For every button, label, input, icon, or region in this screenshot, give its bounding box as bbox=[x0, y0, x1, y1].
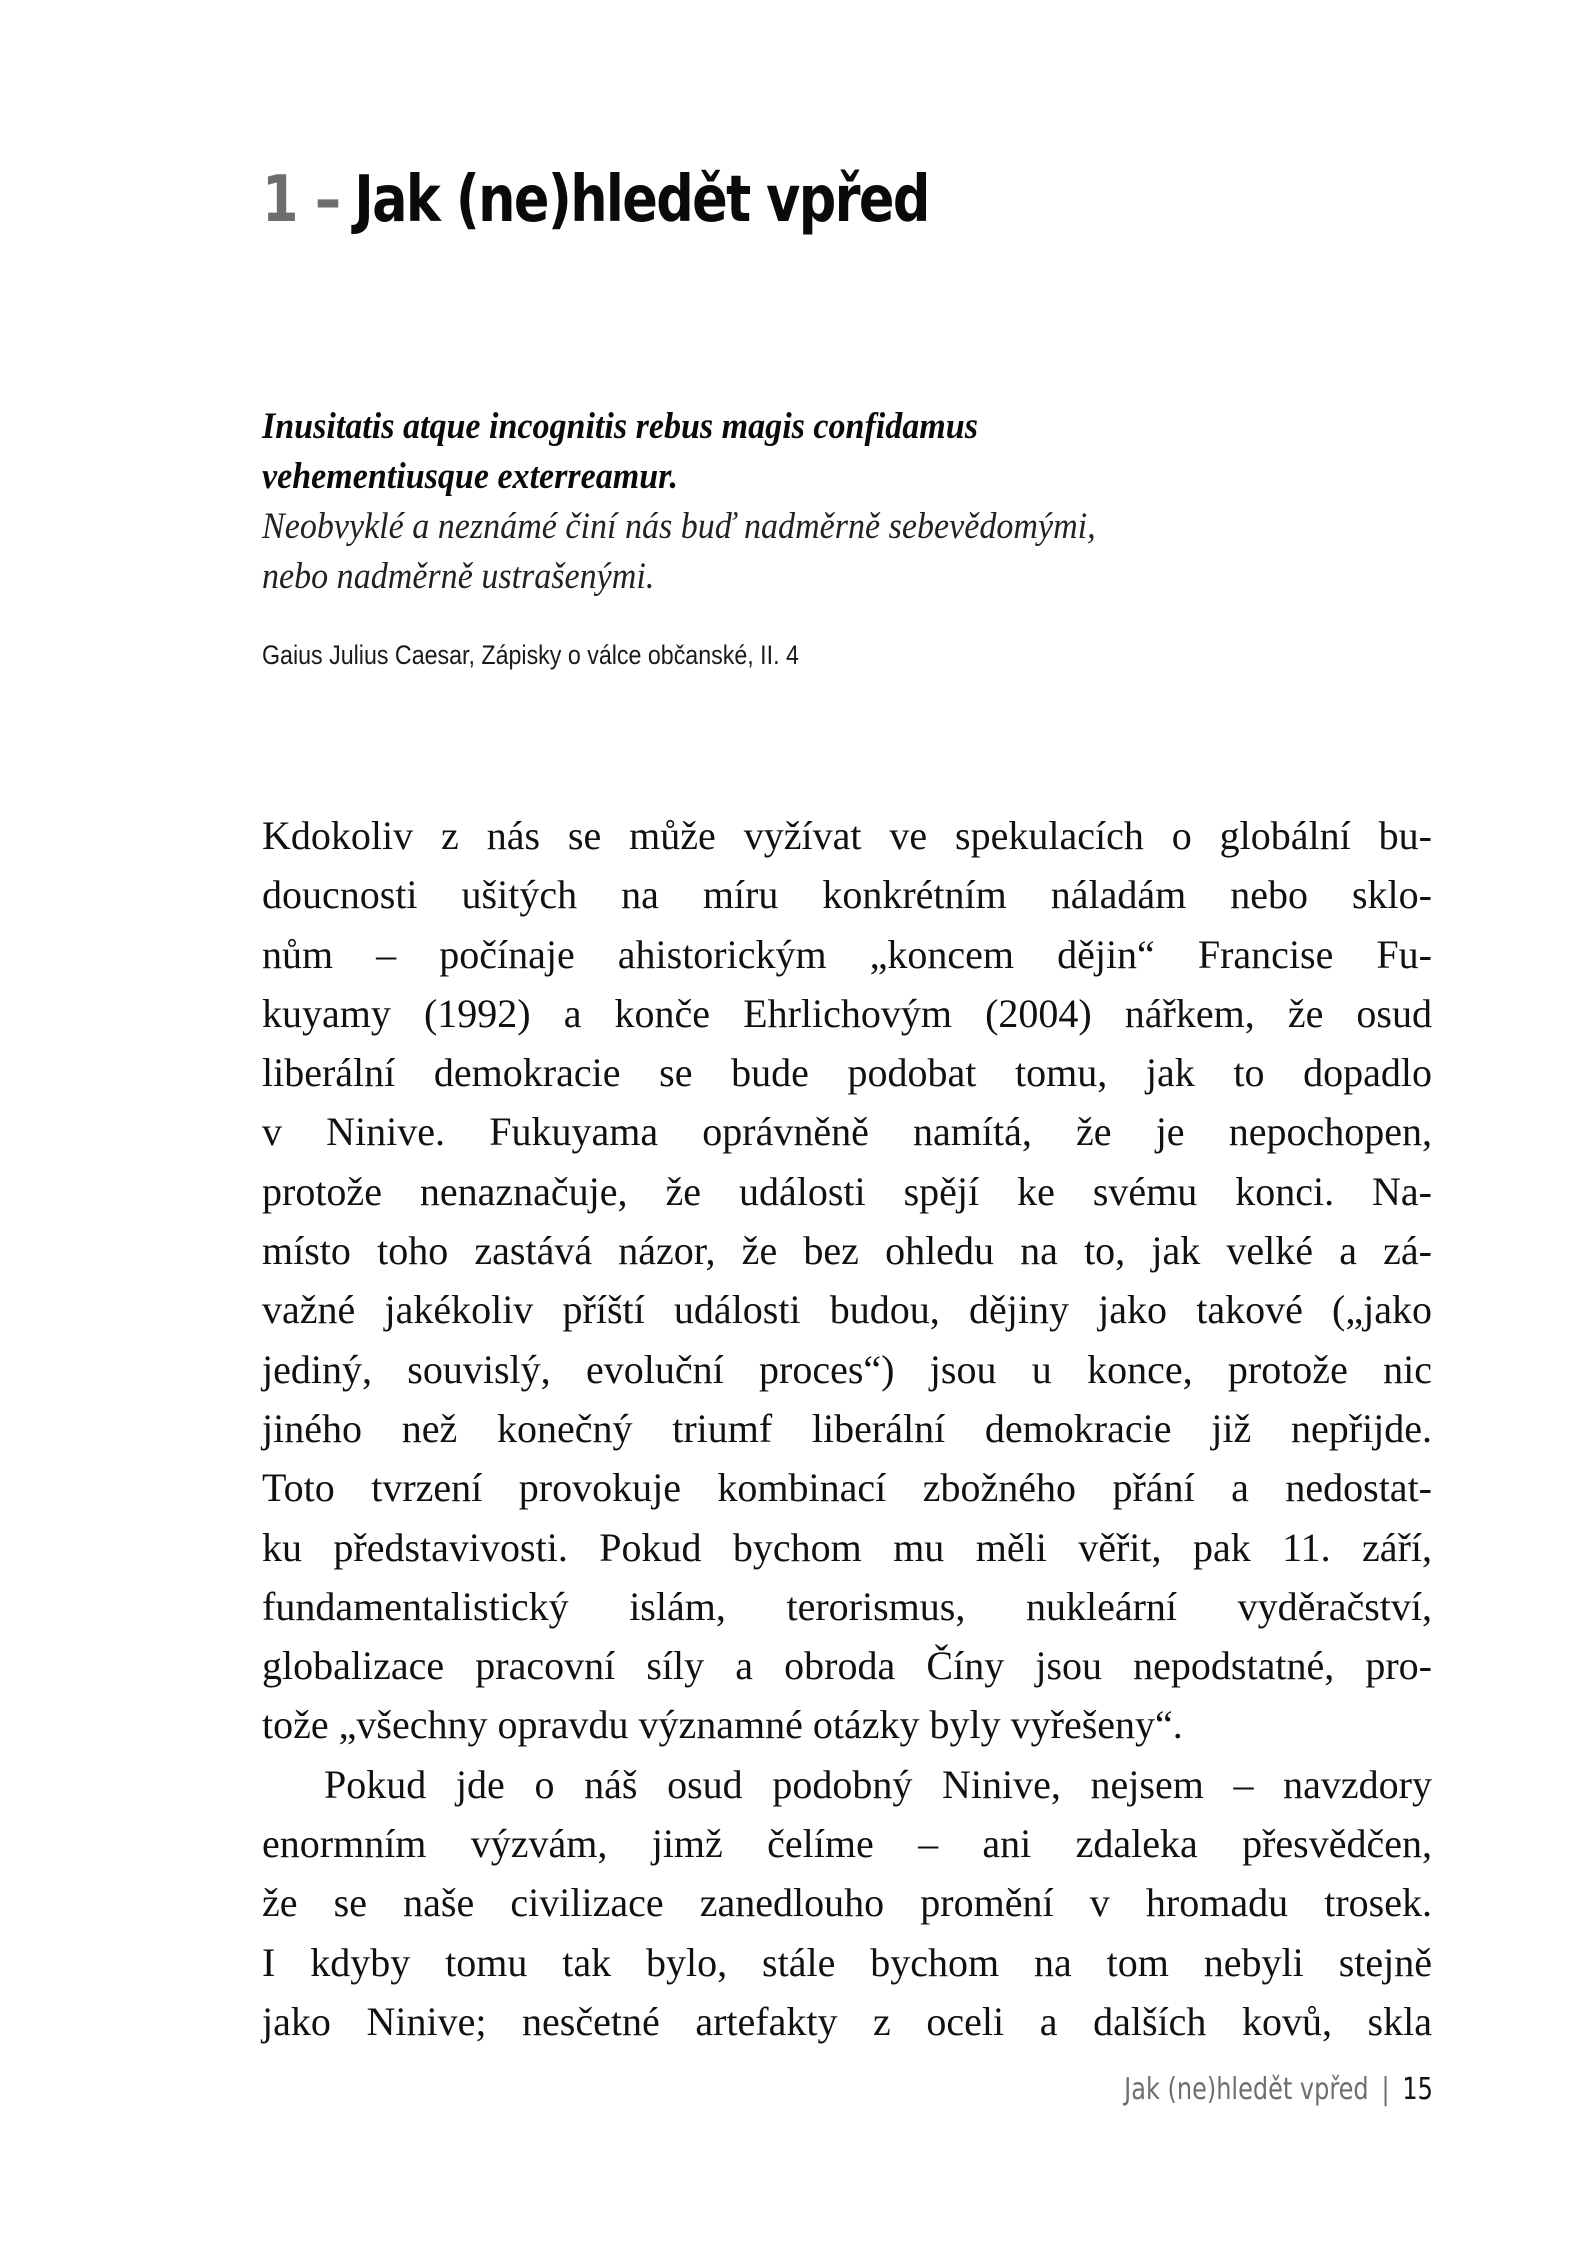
paragraph-line: že se naše civilizace zanedlouho promění v hromadu trosek. bbox=[262, 1880, 1432, 1926]
epigraph-source: Gaius Julius Caesar, Zápisky o válce občanské, II. 4 bbox=[262, 640, 799, 670]
epigraph-latin-line: vehementiusque exterreamur. bbox=[262, 456, 679, 497]
epigraph-latin-line: Inusitatis atque incognitis rebus magis confidamus bbox=[262, 406, 978, 447]
paragraph-line: Toto tvrzení provokuje kombinací zbožného přání a nedostat- bbox=[262, 1465, 1432, 1511]
chapter-heading bbox=[262, 160, 929, 240]
body-text bbox=[262, 806, 1432, 2051]
paragraph-line: protože nenaznačuje, že události spějí ke svému konci. Na- bbox=[262, 1168, 1432, 1214]
paragraph-line: v Ninive. Fukuyama oprávněně namítá, že je nepochopen, bbox=[262, 1109, 1432, 1155]
paragraph-line: Kdokoliv z nás se může vyžívat ve spekulacích o globální bu- bbox=[262, 813, 1432, 858]
paragraph-line: kuyamy (1992) a konče Ehrlichovým (2004) nářkem, že osud bbox=[262, 990, 1432, 1036]
footer-separator: | bbox=[1381, 2072, 1390, 2107]
paragraph-line: enormním výzvám, jimž čelíme – ani zdaleka přesvědčen, bbox=[262, 1821, 1432, 1867]
chapter-dash: – bbox=[314, 163, 340, 237]
page-number: 15 bbox=[1402, 2072, 1433, 2107]
paragraph-line: tože „všechny opravdu významné otázky byly vyřešeny“. bbox=[262, 1702, 1183, 1748]
paragraph-line: fundamentalistický islám, terorismus, nukleární vyděračství, bbox=[262, 1583, 1432, 1629]
paragraph-line: jiného než konečný triumf liberální demokracie již nepřijde. bbox=[262, 1405, 1432, 1451]
paragraph-line: jako Ninive; nesčetné artefakty z oceli a dalších kovů, skla bbox=[262, 1998, 1432, 2044]
epigraph bbox=[262, 402, 1412, 602]
paragraph-line: doucnosti ušitých na míru konkrétním náladám nebo sklo- bbox=[262, 872, 1432, 918]
chapter-number: 1 bbox=[262, 163, 297, 237]
paragraph-line: globalizace pracovní síly a obroda Číny jsou nepodstatné, pro- bbox=[262, 1643, 1432, 1689]
paragraph-line: jediný, souvislý, evoluční proces“) jsou u konce, protože nic bbox=[262, 1346, 1432, 1392]
epigraph-translation-line: nebo nadměrně ustrašenými. bbox=[262, 556, 655, 597]
paragraph-line: liberální demokracie se bude podobat tomu, jak to dopadlo bbox=[262, 1050, 1432, 1096]
paragraph-line: I kdyby tomu tak bylo, stále bychom na tom nebyli stejně bbox=[262, 1939, 1432, 1985]
running-footer bbox=[1124, 2070, 1433, 2110]
paragraph-line: ku představivosti. Pokud bychom mu měli věřit, pak 11. září, bbox=[262, 1524, 1432, 1570]
epigraph-translation-line: Neobvyklé a neznámé činí nás buď nadměrně sebevědomými, bbox=[262, 506, 1096, 547]
chapter-title: Jak (ne)hledět vpřed bbox=[354, 163, 929, 237]
paragraph-line: místo toho zastává názor, že bez ohledu na to, jak velké a zá- bbox=[262, 1228, 1432, 1274]
running-title: Jak (ne)hledět vpřed bbox=[1124, 2072, 1369, 2107]
paragraph-line: Pokud jde o náš osud podobný Ninive, nejsem – navzdory bbox=[324, 1761, 1432, 1807]
paragraph-line: važné jakékoliv příští události budou, dějiny jako takové („jako bbox=[262, 1287, 1432, 1333]
paragraph-line: nům – počínaje ahistorickým „koncem dějin“ Francise Fu- bbox=[262, 931, 1432, 977]
